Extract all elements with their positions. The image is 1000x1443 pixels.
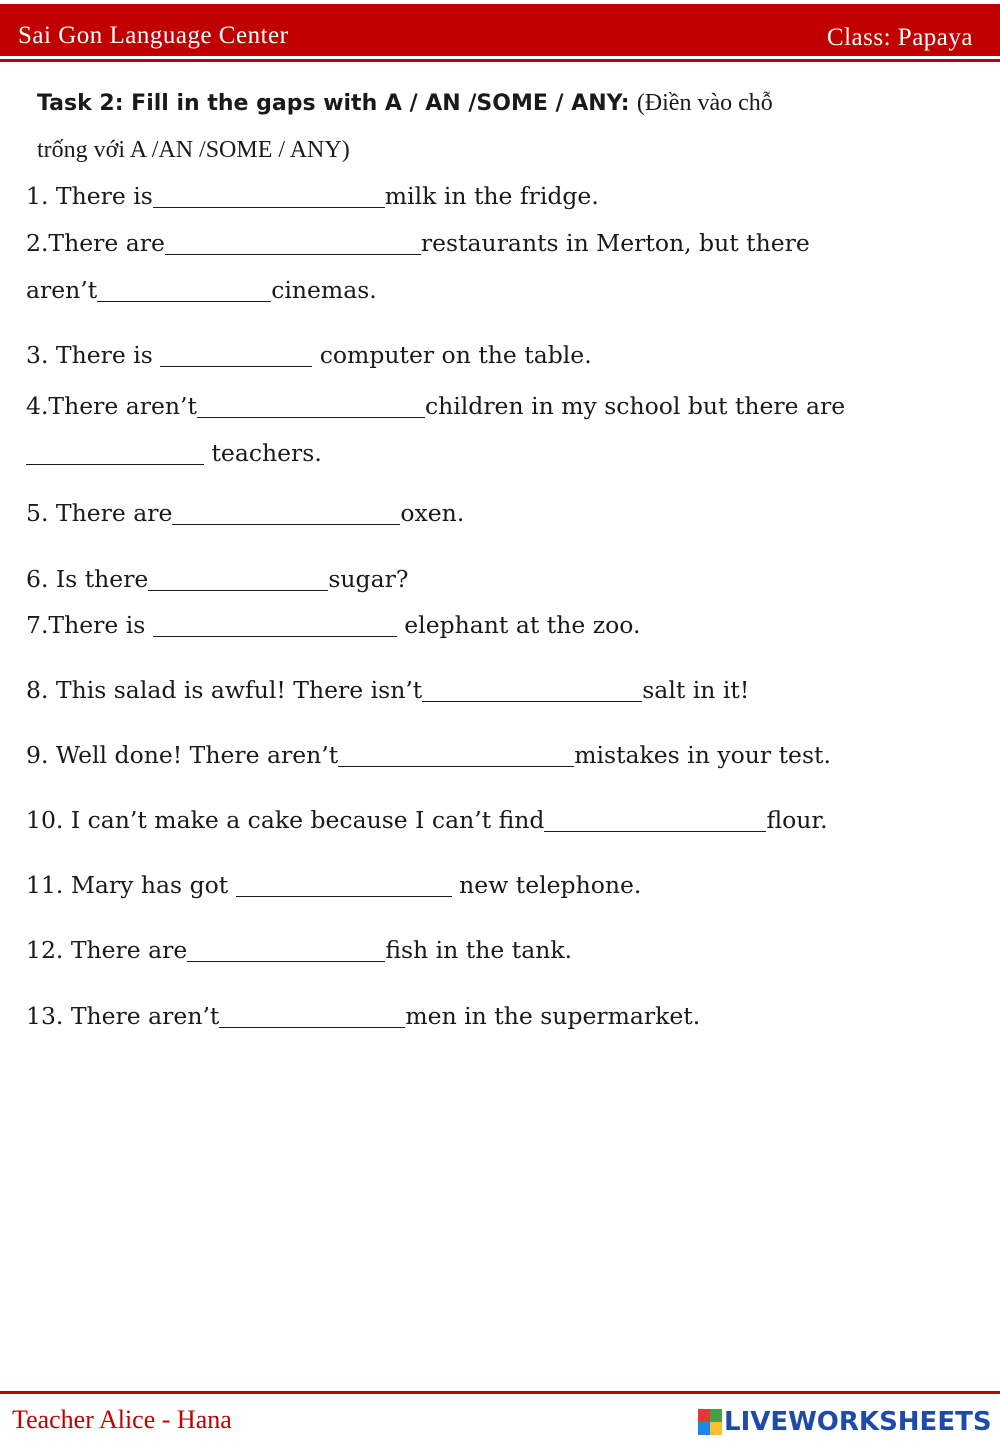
exercise-line-4b <box>26 439 322 467</box>
gap-input[interactable] <box>544 809 766 832</box>
gap-input[interactable] <box>153 185 385 208</box>
line-text: 4.There aren’t <box>26 392 197 420</box>
gap-input[interactable] <box>97 279 271 302</box>
line-text: sugar? <box>328 565 409 593</box>
gap-input[interactable] <box>219 1005 405 1028</box>
exercise-line-6 <box>26 565 408 593</box>
gap-input[interactable] <box>165 232 421 255</box>
task-title-bold: Task 2: Fill in the gaps with A / AN /SOME / ANY: <box>37 91 630 116</box>
exercise-line-8 <box>26 676 749 704</box>
line-text: children in my school but there are <box>424 392 846 420</box>
line-text: 13. There aren’t <box>26 1002 220 1030</box>
exercise-line-4 <box>26 392 845 420</box>
task-title <box>37 80 957 173</box>
line-text: 6. Is there <box>26 565 149 593</box>
line-text: 3. There is <box>26 341 161 369</box>
task-title-vi-2: trống với A /AN /SOME / ANY) <box>37 137 350 163</box>
line-text: new telephone. <box>451 871 642 899</box>
brand-text: LIVEWORKSHEETS <box>724 1407 992 1437</box>
line-text: oxen. <box>400 499 465 527</box>
line-text: cinemas. <box>271 276 377 304</box>
gap-input[interactable] <box>197 395 425 418</box>
line-text: restaurants in Merton, but there <box>420 229 810 257</box>
header-bar <box>0 4 1000 56</box>
gap-input[interactable] <box>148 568 328 591</box>
line-text: 8. This salad is awful! There isn’t <box>26 676 423 704</box>
gap-input[interactable] <box>172 502 400 525</box>
line-text: milk in the fridge. <box>384 182 599 210</box>
exercise-line-7 <box>26 611 640 639</box>
gap-input[interactable] <box>26 442 204 465</box>
gap-input[interactable] <box>187 939 385 962</box>
line-text: 11. Mary has got <box>26 871 236 899</box>
line-text: elephant at the zoo. <box>396 611 641 639</box>
line-text: flour. <box>766 806 828 834</box>
line-text: 5. There are <box>26 499 173 527</box>
line-text: 12. There are <box>26 936 188 964</box>
teacher-name: Teacher Alice - Hana <box>12 1405 232 1434</box>
line-text: 1. There is <box>26 182 153 210</box>
line-text: aren’t <box>26 276 98 304</box>
footer-divider <box>0 1391 1000 1394</box>
line-text: fish in the tank. <box>385 936 573 964</box>
gap-input[interactable] <box>422 679 642 702</box>
exercise-line-11 <box>26 871 641 899</box>
exercise-line-5 <box>26 499 464 527</box>
header-divider <box>0 59 1000 62</box>
line-text: computer on the table. <box>312 341 592 369</box>
exercise-line-13 <box>26 1002 700 1030</box>
line-text: 10. I can’t make a cake because I can’t find <box>26 806 545 834</box>
exercise-line-9 <box>26 741 831 769</box>
line-text: men in the supermarket. <box>405 1002 701 1030</box>
exercise-line-10 <box>26 806 828 834</box>
center-name: Sai Gon Language Center <box>18 22 289 49</box>
gap-input[interactable] <box>338 744 574 767</box>
line-text: 2.There are <box>26 229 165 257</box>
gap-input[interactable] <box>160 344 312 367</box>
class-label: Class: Papaya <box>826 24 973 51</box>
line-text: mistakes in your test. <box>574 741 831 769</box>
gap-input[interactable] <box>153 614 397 637</box>
gap-input[interactable] <box>236 874 452 897</box>
line-text: 9. Well done! There aren’t <box>26 741 339 769</box>
exercise-line-2b <box>26 276 377 304</box>
line-text: 7.There is <box>26 611 153 639</box>
task-title-vi-1: (Điền vào chỗ <box>636 90 773 116</box>
line-text: salt in it! <box>642 676 750 704</box>
exercise-line-3 <box>26 341 592 369</box>
exercise-line-12 <box>26 936 572 964</box>
liveworksheets-icon <box>698 1409 722 1435</box>
line-text: teachers. <box>204 439 322 467</box>
exercise-line-1 <box>26 182 599 210</box>
liveworksheets-logo[interactable] <box>698 1406 992 1438</box>
exercise-line-2 <box>26 229 810 257</box>
